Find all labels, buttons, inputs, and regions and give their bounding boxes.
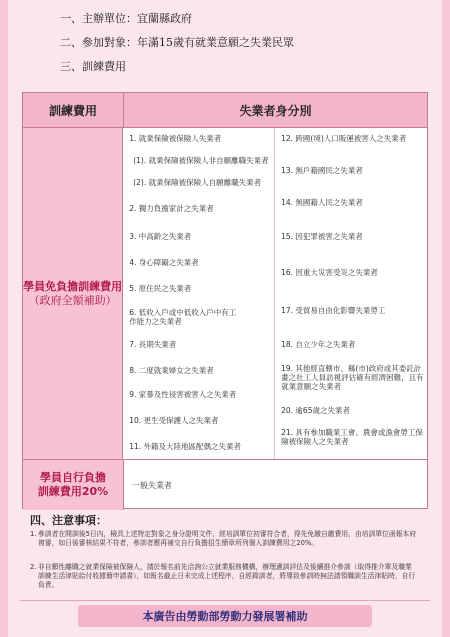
self-pay-value: 一般失業者 [132, 480, 172, 490]
identity-col-left [123, 128, 274, 459]
list-item: 18. 自立少年之失業者 [281, 340, 356, 349]
footer-divider [20, 600, 430, 601]
table-header [23, 93, 427, 128]
header-fee: 訓練費用 [23, 93, 124, 127]
notes-title: 四、注意事項： [30, 514, 107, 527]
note-1-number: 1. [30, 530, 37, 538]
right-decor-stripe [442, 0, 450, 637]
free-label: 學員免負擔訓練費用 [23, 279, 123, 293]
header-identity: 失業者身分別 [239, 103, 312, 118]
list-item: 21. 具有參加職業工會、農會或漁會勞工保險被保險人之失業者 [281, 428, 423, 446]
self-pay-label-cell [23, 460, 124, 510]
organizer-line: 一、主辦單位：宜蘭縣政府 [60, 12, 192, 25]
note-2 [30, 563, 418, 590]
list-item: 17. 受貿易自由化影響失業勞工 [281, 306, 386, 315]
self-pay-label-1: 學員自行負擔 [40, 471, 106, 484]
note-2-text: 非自願性離職之就業保險被保險人，請於報名前先洽詢公立就業服務機構，辦理適訓評估及後續推介參訓（取得推介單及職業訓練生活津貼給付收據簡申請書），如報名截止日未完成上述程序，自經錄訓者，將導致參訓時無法請領職訓生活津貼時，自行負責。 [38, 563, 416, 589]
self-pay-row [23, 460, 427, 510]
list-item: 1. 就業保險被保險人失業者 [129, 134, 222, 143]
list-item: 15. 因犯罪被害之失業者 [281, 232, 363, 241]
list-item: 12. 跨國(境)人口販運被害人之失業者 [281, 134, 407, 143]
list-item: 8. 二度就業婦女之失業者 [129, 366, 214, 375]
free-sub-label: （政府全額補助） [28, 293, 117, 307]
fee-heading: 三、訓練費用 [60, 60, 126, 73]
list-item: 7. 長期失業者 [129, 340, 177, 349]
list-item: 2. 獨力負擔家計之失業者 [129, 204, 214, 213]
list-item: 9. 家暴及性侵害被害人之失業者 [129, 390, 237, 399]
list-item: 3. 中高齡之失業者 [129, 232, 192, 241]
list-item: 14. 無國籍人民之失業者 [281, 198, 363, 207]
free-row [23, 128, 427, 460]
list-item: 6. 低收入戶或中低收入戶中有工作能力之失業者 [129, 308, 237, 326]
list-item: (2). 就業保險被保險人自願離職失業者 [133, 178, 262, 187]
note-1-text: 參訓者在開訓後5日內，檢具上述特定對象之身分證明文件，經培訓單位初審符合者，得先免繳自繳費用，由培訓單位函報本府複審，如日後審核結果不符者，參訓者應再補交自行負擔招生簡章所列個人訓練費用之20%。 [38, 530, 417, 547]
list-item: 11. 外籍及大陸地區配偶之失業者 [129, 442, 242, 451]
list-item: 20. 逾65歲之失業者 [281, 406, 350, 415]
eligibility-line: 二、參加對象：年滿15歲有就業意願之失業民眾 [60, 36, 294, 49]
fee-table [22, 92, 428, 509]
left-decor-stripe [0, 0, 8, 637]
list-item: (1). 就業保險被保險人非自願離職失業者 [133, 156, 269, 165]
list-item: 10. 更生受保護人之失業者 [129, 416, 219, 425]
footer-banner: 本廣告由勞動部勞動力發展署補助 [78, 605, 372, 627]
list-item: 16. 因重大災害受災之失業者 [281, 268, 378, 277]
list-item: 5. 原住民之失業者 [129, 284, 192, 293]
list-item: 4. 身心障礙之失業者 [129, 258, 199, 267]
free-label-cell [23, 128, 123, 459]
identity-col-right [274, 128, 427, 459]
list-item: 19. 其他經直轄市、縣(市)政府或其委託計畫之社工人員訪視評估確有經濟困難，且有就業意願之失業者 [281, 364, 424, 391]
self-pay-label-2: 訓練費用20% [37, 485, 109, 498]
header-section [60, 10, 294, 82]
note-1 [30, 530, 418, 548]
list-item: 13. 無戶籍國民之失業者 [281, 166, 363, 175]
note-2-number: 2. [30, 563, 37, 571]
